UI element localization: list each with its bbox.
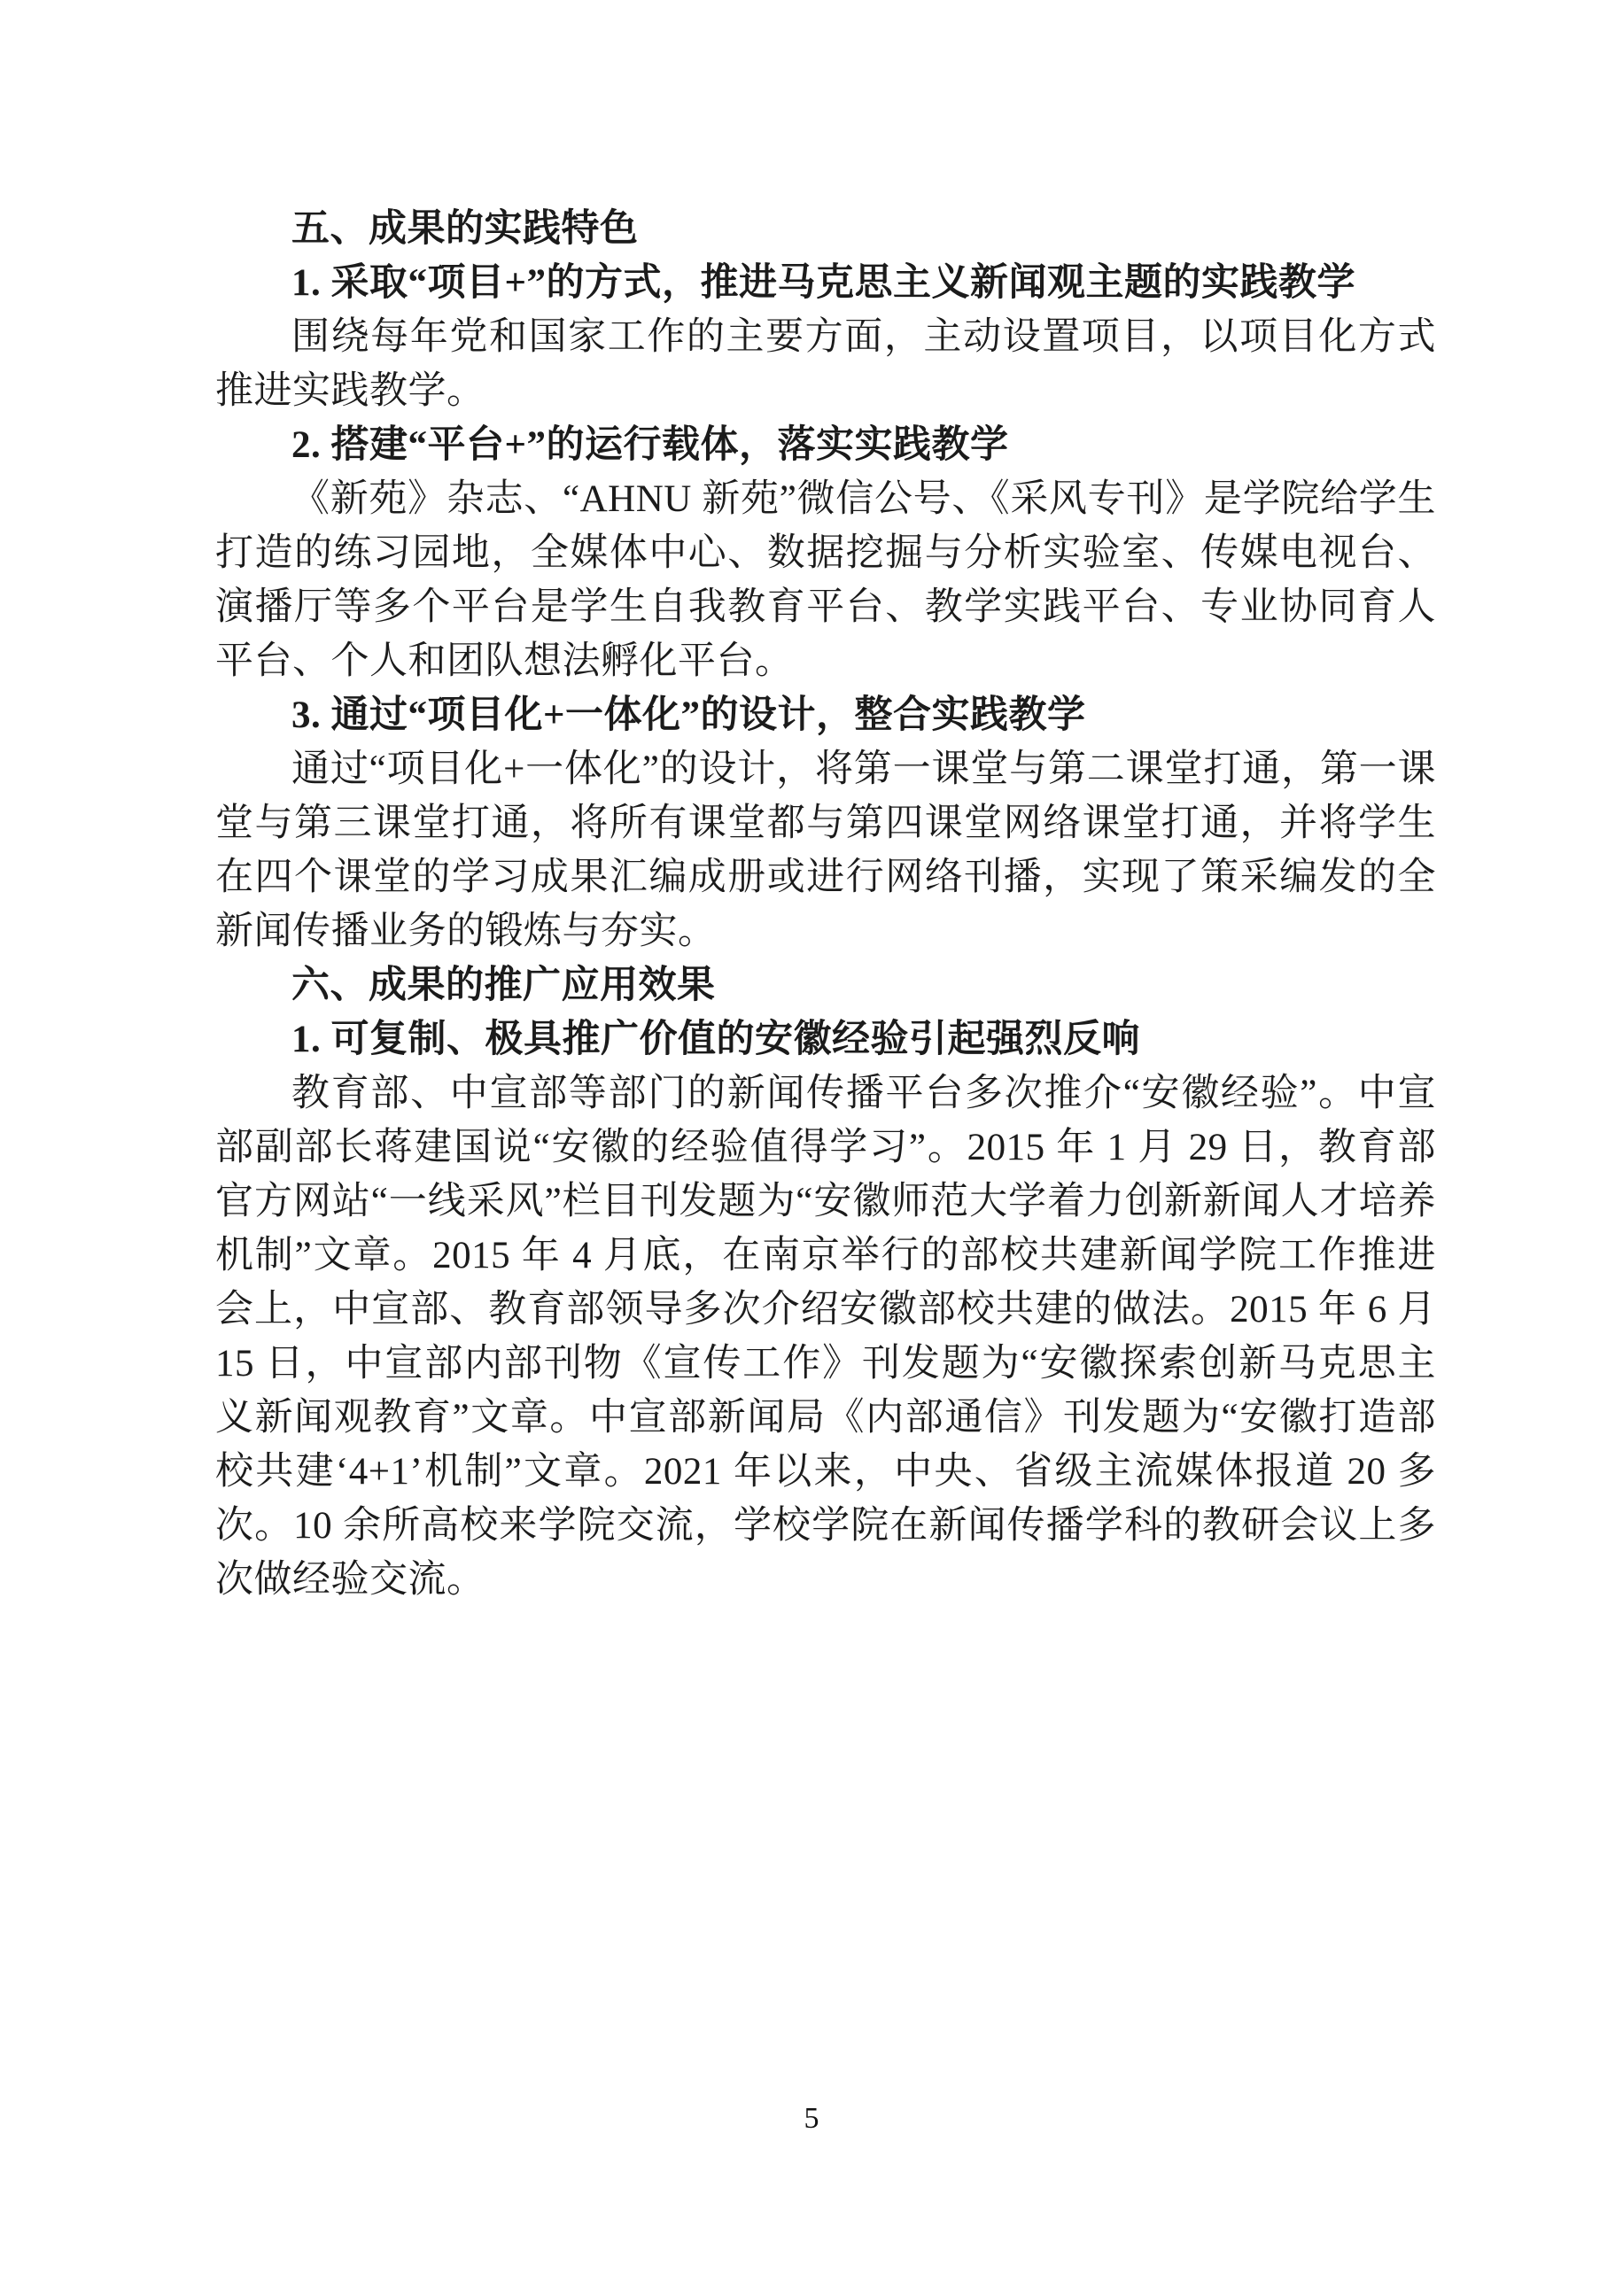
subheading-project-integration: 3. 通过“项目化+一体化”的设计，整合实践教学	[291, 694, 1086, 736]
paragraph-platform-plus-body: 《新苑》杂志、“AHNU 新苑”微信公号、《采风专刊》是学院给学生打造的练习园地，全媒体中心、数据挖掘与分析实验室、传媒电视台、演播厅等多个平台是学生自我教育平台、教学实践平台、专业协同育人平台、个人和团队想法孵化平台。	[215, 478, 1436, 682]
page-number: 5	[804, 2102, 819, 2135]
subheading-platform-plus: 2. 搭建“平台+”的运行载体，落实实践教学	[291, 424, 1009, 466]
paragraph-project-plus-body: 围绕每年党和国家工作的主要方面，主动设置项目，以项目化方式推进实践教学。	[215, 316, 1436, 412]
subheading-anhui-experience: 1. 可复制、极具推广价值的安徽经验引起强烈反响	[291, 1019, 1140, 1060]
paragraph-project-integration-body: 通过“项目化+一体化”的设计，将第一课堂与第二课堂打通，第一课堂与第三课堂打通，将所有课堂都与第四课堂网络课堂打通，并将学生在四个课堂的学习成果汇编成册或进行网络刊播，实现了策采编发的全新闻传播业务的锻炼与夯实。	[215, 749, 1436, 952]
section-heading-promotion-effects: 六、成果的推广应用效果	[291, 965, 716, 1006]
subheading-project-plus: 1. 采取“项目+”的方式，推进马克思主义新闻观主题的实践教学	[291, 262, 1356, 304]
page-content	[215, 202, 1436, 1607]
paragraph-anhui-experience-body: 教育部、中宣部等部门的新闻传播平台多次推介“安徽经验”。中宣部副部长蒋建国说“安徽的经验值得学习”。2015 年 1 月 29 日，教育部官方网站“一线采风”栏目刊发题为“安徽师范大学着力创新新闻人才培养机制”文章。2015 年 4 月底，在南京举行的部校共建新闻学院工作推进会上，中宣部、教育部领导多次介绍安徽部校共建的做法。2015 年 6 月 15 日，中宣部内部刊物《宣传工作》刊发题为“安徽探索创新马克思主义新闻观教育”文章。中宣部新闻局《内部通信》刊发题为“安徽打造部校共建‘4+1’机制”文章。2021 年以来，中央、省级主流媒体报道 20 多次。10 余所高校来学院交流，学校学院在新闻传播学科的教研会议上多次做经验交流。	[215, 1073, 1436, 1601]
section-heading-practice-features: 五、成果的实践特色	[291, 208, 639, 250]
